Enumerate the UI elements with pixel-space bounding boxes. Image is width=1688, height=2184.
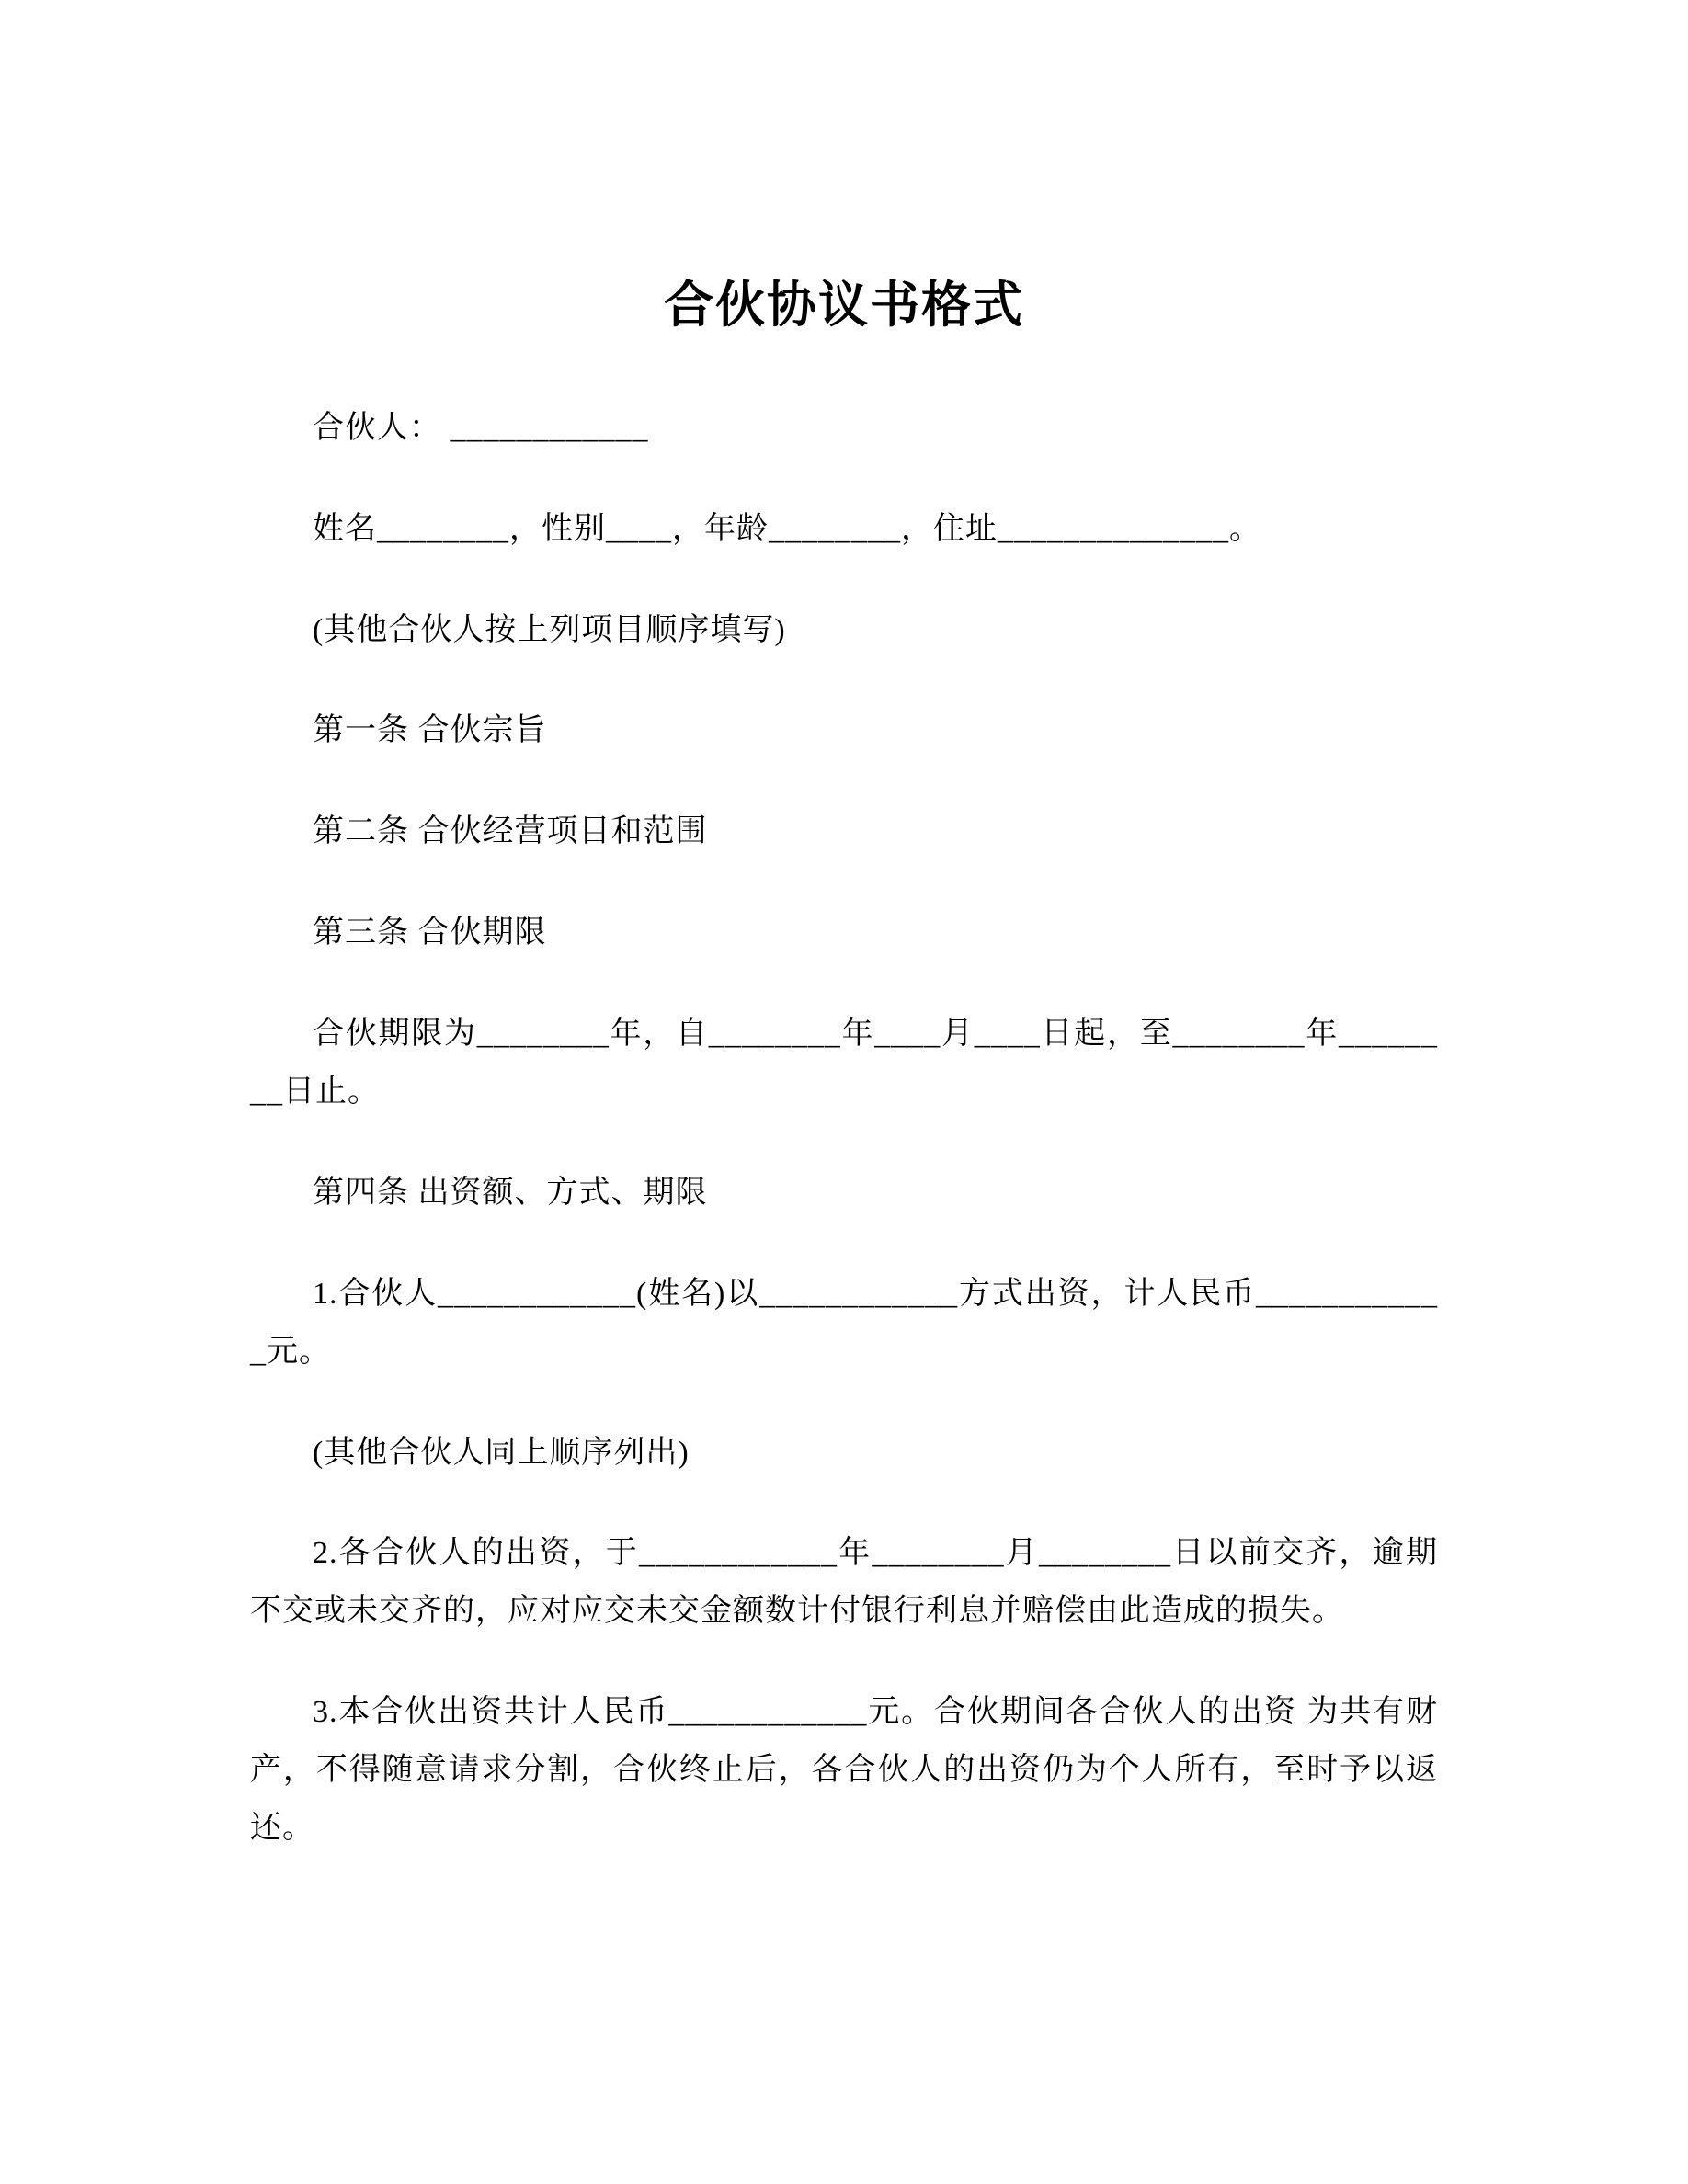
paragraph-term-dates: 合伙期限为________年，自________年____月____日起，至________年________日止。 bbox=[250, 1017, 1438, 1109]
paragraph-other-partners-note: (其他合伙人按上列项目顺序填写) bbox=[313, 612, 786, 647]
paragraph-name-gender-age-address: 姓名________，性别____，年龄________，住址______________。 bbox=[313, 511, 1261, 546]
document-body bbox=[250, 400, 1438, 1858]
paragraph-article-1-purpose: 第一条 合伙宗旨 bbox=[313, 713, 547, 748]
paragraph-article-4-contribution: 第四条 出资额、方式、期限 bbox=[313, 1175, 708, 1210]
document-title: 合伙协议书格式 bbox=[664, 278, 1024, 333]
paragraph-contribution-item-1: 1.合伙人____________(姓名)以____________方式出资，计人民币____________元。 bbox=[250, 1276, 1438, 1369]
paragraph-other-partners-list-note: (其他合伙人同上顺序列出) bbox=[313, 1435, 690, 1470]
paragraph-article-2-scope: 第二条 合伙经营项目和范围 bbox=[313, 814, 708, 849]
paragraph-contribution-item-2: 2.各合伙人的出资，于____________年________月________日以前交齐，逾期不交或未交齐的，应对应交未交金额数计付银行利息并赔偿由此造成的损失。 bbox=[250, 1536, 1438, 1629]
paragraph-contribution-item-3: 3.本合伙出资共计人民币____________元。合伙期间各合伙人的出资 为共有财产，不得随意请求分割，合伙终止后，各合伙人的出资仍为个人所有，至时予以返还。 bbox=[250, 1695, 1438, 1846]
paragraph-article-3-term: 第三条 合伙期限 bbox=[313, 916, 547, 950]
paragraph-partners-blank: 合伙人： ____________ bbox=[313, 410, 649, 445]
